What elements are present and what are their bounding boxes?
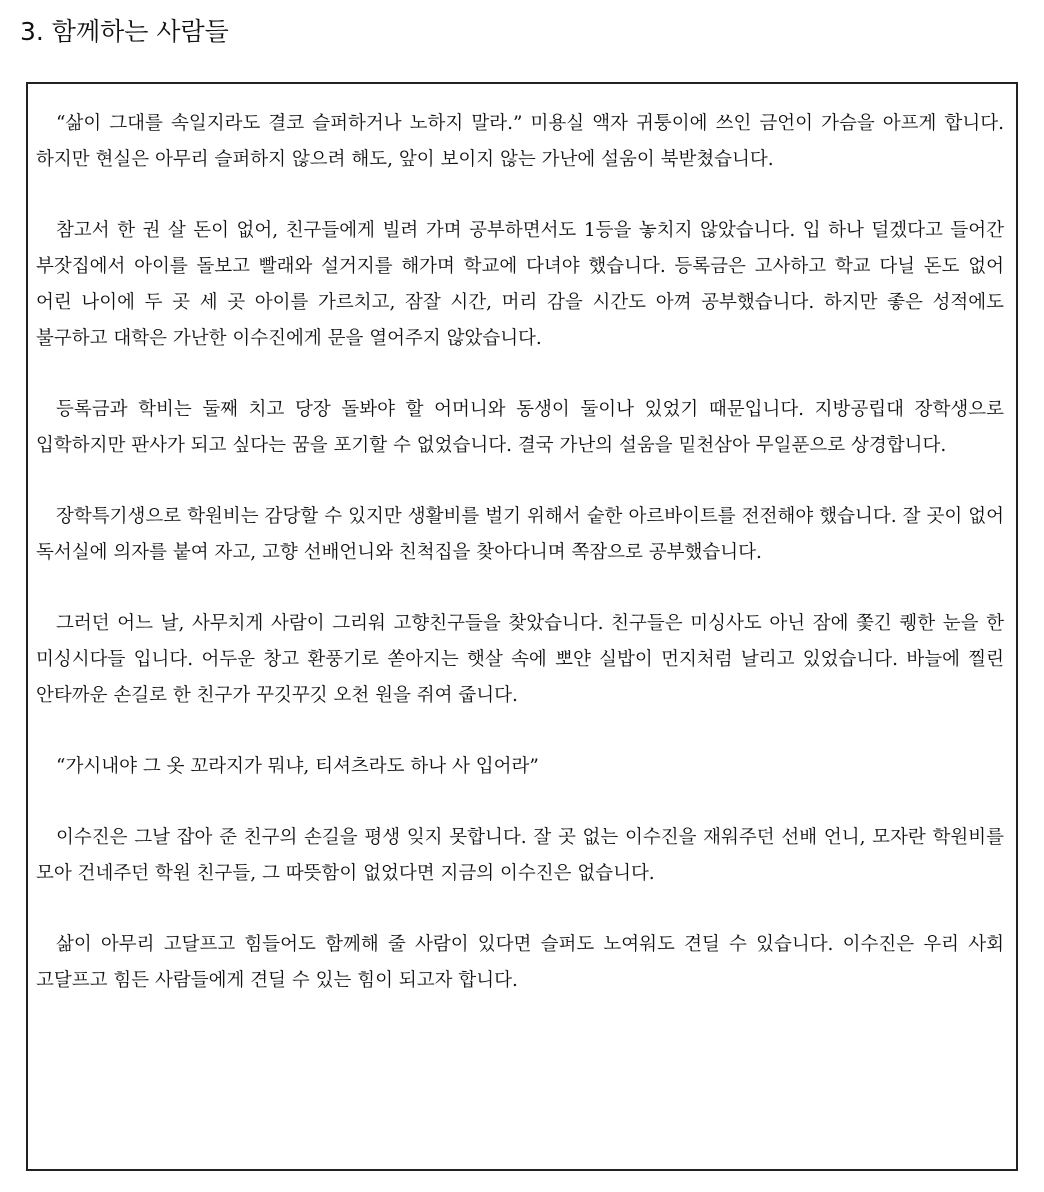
quote-paragraph: “가시내야 그 옷 꼬라지가 뭐냐, 티셔츠라도 하나 사 입어라” [56, 756, 539, 777]
text-box [26, 82, 1018, 1171]
paragraph-2: 참고서 한 권 살 돈이 없어, 친구들에게 빌려 가며 공부하면서도 1등을 놓치지 않았습니다. 입 하나 덜겠다고 들어간 부잣집에서 아이를 돌보고 빨래와 설거지를 해가며 학교에 다녀야 했습니다. 등록금은 고사하고 학교 다닐 돈도 없어 어린 나이에 두 곳 세 곳 아이를 가르치고, 잠잘 시간, 머리 감을 시간도 아껴 공부했습니다. 하지만 좋은 성적에도 불구하고 대학은 가난한 이수진에게 문을 열어주지 않았습니다. [36, 220, 1004, 349]
paragraph-1: “삶이 그대를 속일지라도 결코 슬퍼하거나 노하지 말라.” 미용실 액자 귀퉁이에 쓰인 금언이 가슴을 아프게 합니다. 하지만 현실은 아무리 슬퍼하지 않으려 해도, 앞이 보이지 않는 가난에 설움이 북받쳤습니다. [36, 113, 1004, 170]
paragraph-4: 장학특기생으로 학원비는 감당할 수 있지만 생활비를 벌기 위해서 숱한 아르바이트를 전전해야 했습니다. 잘 곳이 없어 독서실에 의자를 붙여 자고, 고향 선배언니와 친척집을 찾아다니며 쪽잠으로 공부했습니다. [36, 506, 1004, 563]
paragraph-8: 삶이 아무리 고달프고 힘들어도 함께해 줄 사람이 있다면 슬퍼도 노여워도 견딜 수 있습니다. 이수진은 우리 사회 고달프고 힘든 사람들에게 견딜 수 있는 힘이 되고자 합니다. [36, 934, 1004, 991]
section-heading: 3. 함께하는 사람들 [20, 17, 229, 46]
paragraph-3: 등록금과 학비는 둘째 치고 당장 돌봐야 할 어머니와 동생이 둘이나 있었기 때문입니다. 지방공립대 장학생으로 입학하지만 판사가 되고 싶다는 꿈을 포기할 수 없었습니다. 결국 가난의 설움을 밑천삼아 무일푼으로 상경합니다. [36, 399, 1004, 456]
paragraph-7: 이수진은 그날 잡아 준 친구의 손길을 평생 잊지 못합니다. 잘 곳 없는 이수진을 재워주던 선배 언니, 모자란 학원비를 모아 건네주던 학원 친구들, 그 따뜻함이 없었다면 지금의 이수진은 없습니다. [36, 827, 1004, 884]
paragraph-5: 그러던 어느 날, 사무치게 사람이 그리워 고향친구들을 찾았습니다. 친구들은 미싱사도 아닌 잠에 쫓긴 퀭한 눈을 한 미싱시다들 입니다. 어두운 창고 환풍기로 쏟아지는 햇살 속에 뽀얀 실밥이 먼지처럼 날리고 있었습니다. 바늘에 찔린 안타까운 손길로 한 친구가 꾸깃꾸깃 오천 원을 쥐여 줍니다. [36, 613, 1004, 706]
